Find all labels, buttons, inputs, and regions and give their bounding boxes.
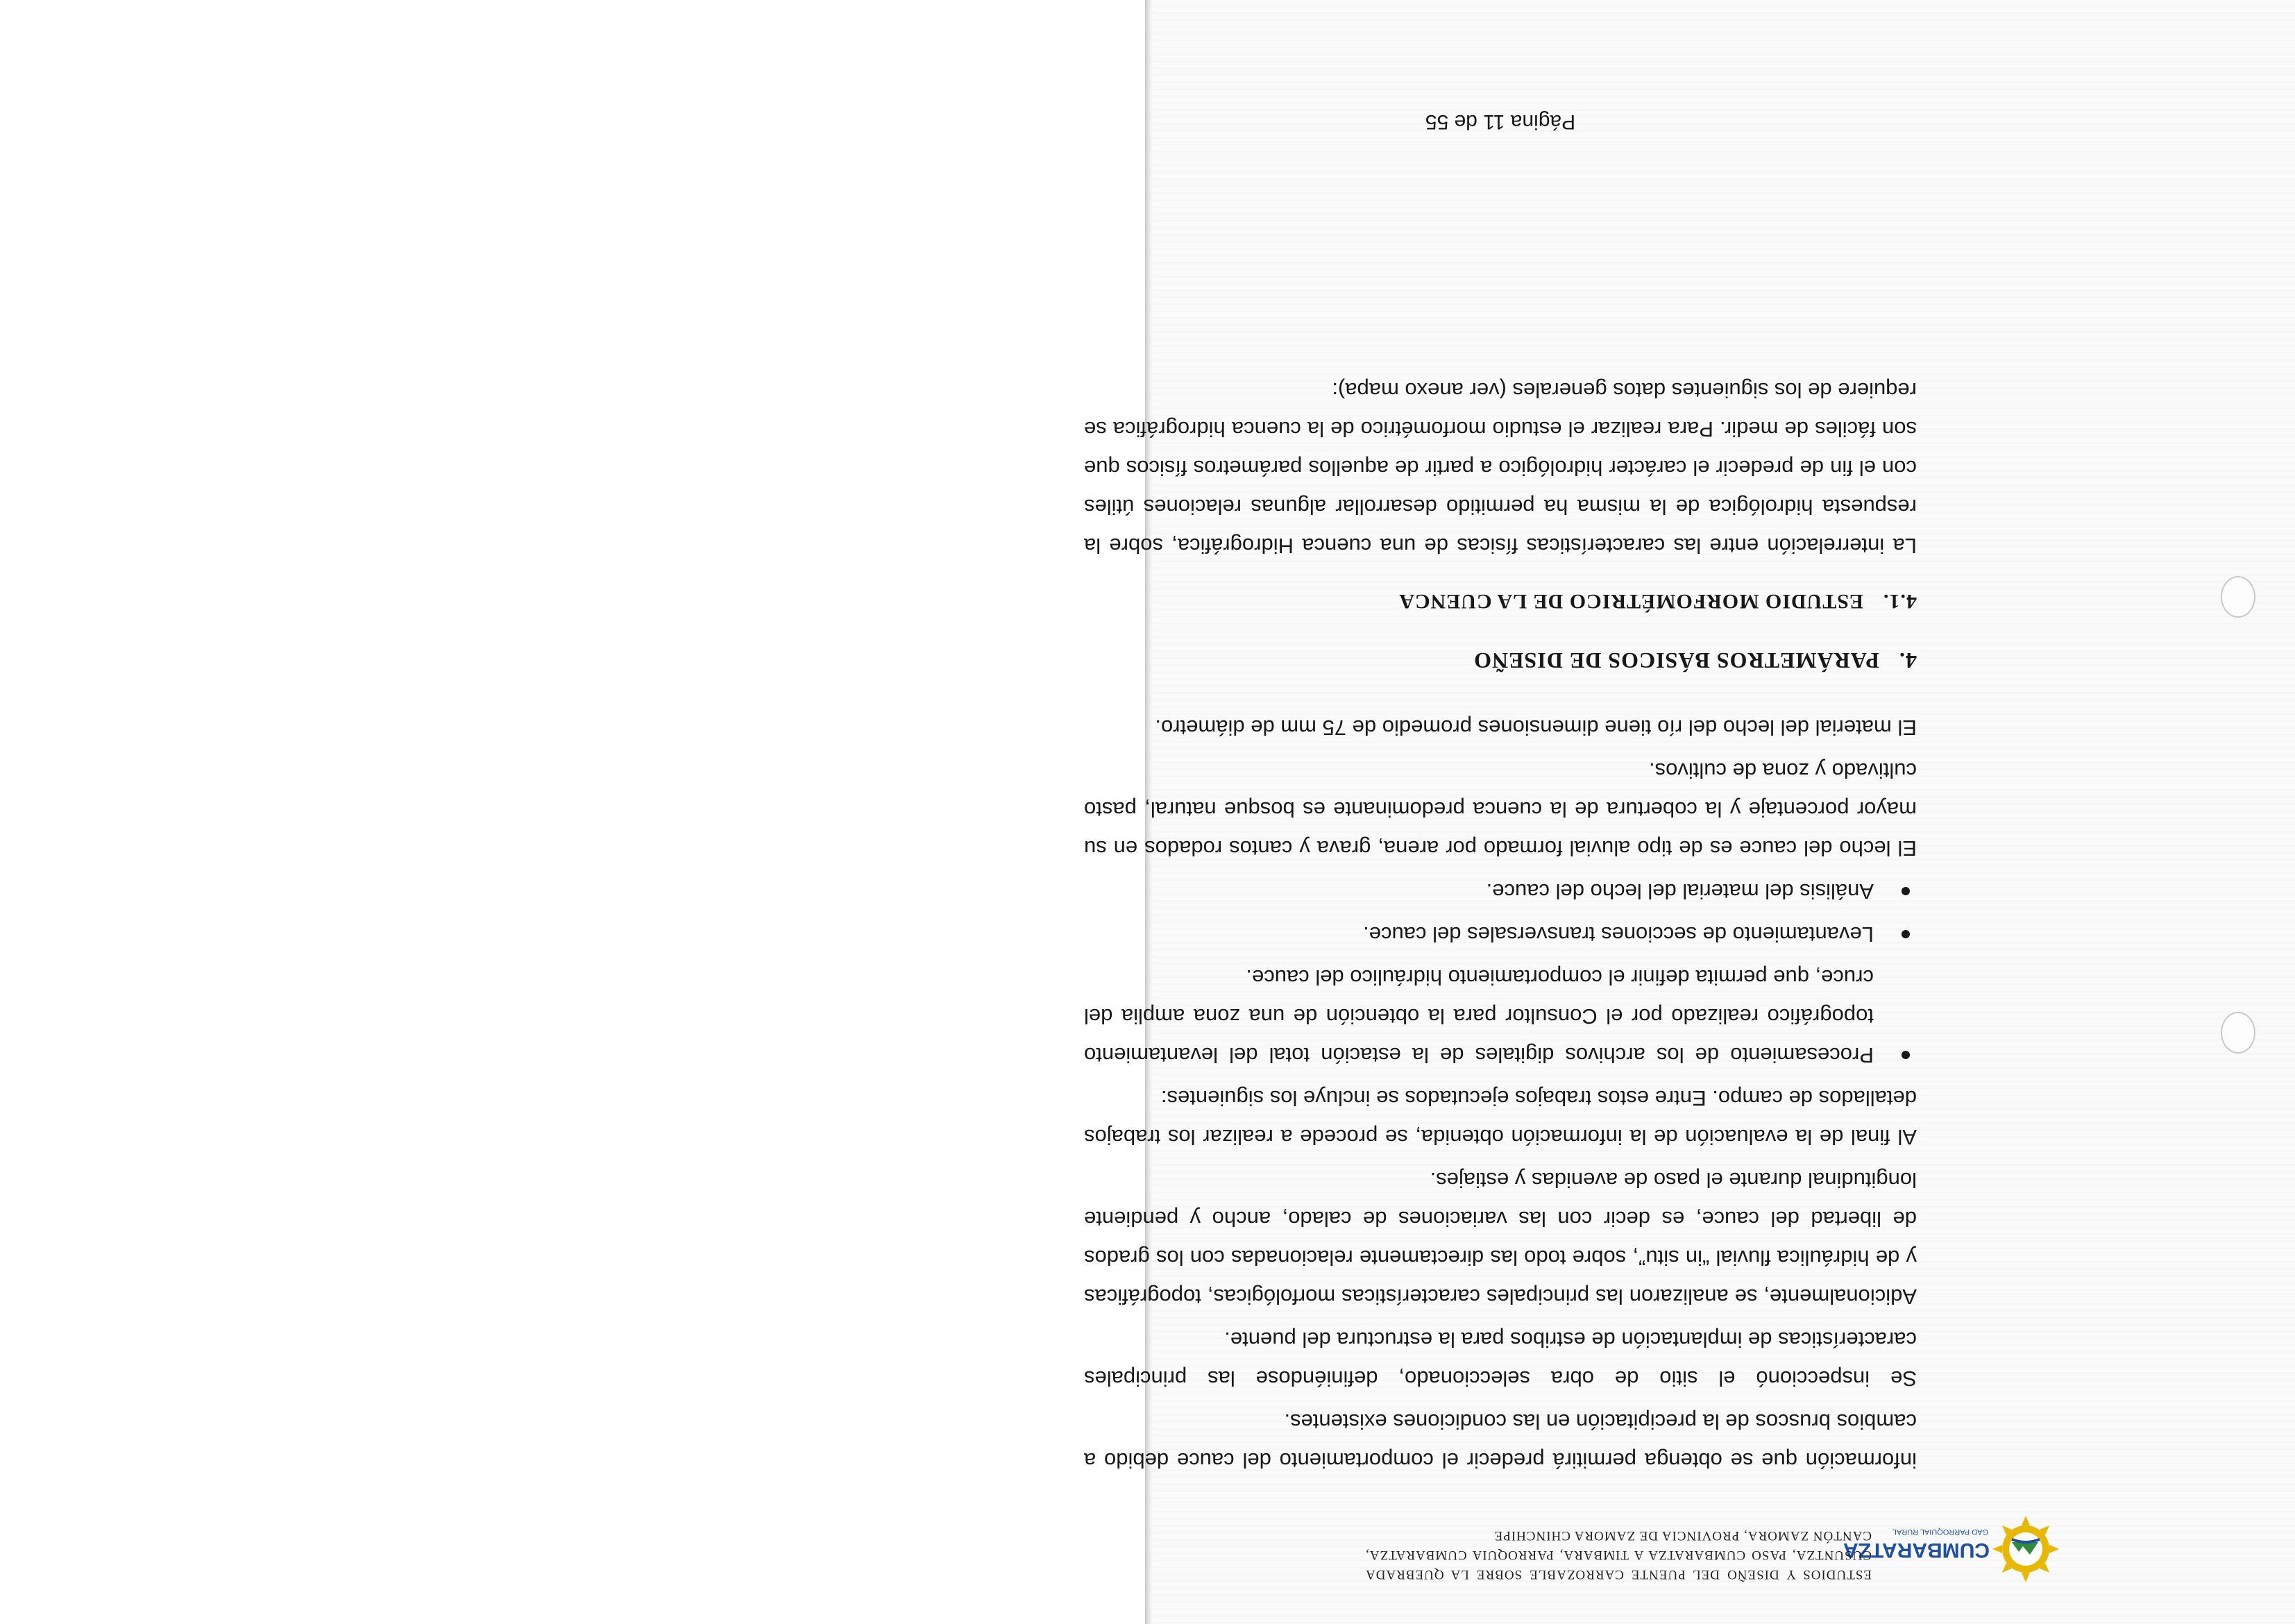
- sun-emblem-icon: [1843, 1506, 2059, 1589]
- subsection-number: 4.1.: [1883, 590, 1917, 613]
- bullet-icon: [1902, 1051, 1910, 1059]
- document-body: [1084, 366, 1917, 1480]
- list-item-text: Levantamiento de secciones transversales del cauce.: [1363, 922, 1874, 947]
- svg-text:GAD PARROQUIAL RURAL: GAD PARROQUIAL RURAL: [1892, 1528, 1988, 1536]
- body-paragraph: El lecho del cauce es de tipo aluvial formado por arena, grava y cantos rodados en su mayor porcentaje y la cobertura de la cuenca predominante es bosque natural, pasto cultivado y zona de cultivos.: [1084, 759, 1917, 861]
- subsection-title: ESTUDIO MORFOMÉTRICO DE LA CUENCA: [1398, 590, 1863, 613]
- list-item: [1084, 915, 1917, 954]
- section-heading: [1084, 641, 1917, 680]
- list-item: [1084, 958, 1917, 1074]
- bullet-icon: [1902, 887, 1910, 895]
- section-title: PARÁMETROS BÁSICOS DE DISEÑO: [1473, 648, 1879, 673]
- document-header-title: ESTUDIOS Y DISEÑO DEL PUENTE CARROZABLE SOBRE LA QUEBRADA CUSUNTZA, PASO CUMBARATZA A TIMBARA, PARROQUIA CUMBARATZA, CANTÓN ZAMORA, PROVINCIA DE ZAMORA CHINCHIPE: [1365, 1528, 1872, 1582]
- subsection-heading: [1084, 582, 1917, 620]
- document-header: [1365, 1506, 2059, 1589]
- body-paragraph: La interrelación entre las características físicas de una cuenca Hidrográfica, sobre la respuesta hidrológica de la misma ha permitido desarrollar algunas relaciones útiles con el fin de predecir el carácter hidrológico a partir de aquellos parámetros físicos que son fáciles de medir. Para realizar el estudio morfométrico de la cuenca hidrográfica se requiere de los siguientes datos generales (ver anexo mapa):: [1084, 378, 1917, 558]
- page-number-footer: Página 11 de 55: [1425, 110, 1576, 133]
- svg-text:CUMBARATZA: CUMBARATZA: [1843, 1539, 1990, 1562]
- body-paragraph: El material del lecho del río tiene dimensiones promedio de 75 mm de diámetro.: [1155, 716, 1917, 740]
- body-paragraph: Al final de la evaluación de la información obtenida, se procede a realizar los trabajos detallados de campo. Entre estos trabajos ejecutados se incluye los siguientes:: [1084, 1086, 1917, 1149]
- list-item-text: Análisis del material del lecho del cauce.: [1486, 879, 1874, 904]
- cumbaratza-logo: [1843, 1506, 2059, 1589]
- document-page: [1084, 0, 2295, 1624]
- list-item: [1084, 872, 1917, 911]
- body-paragraph: información que se obtenga permitirá predecir el comportamiento del cauce debido a cambios bruscos de la precipitación en las condiciones existentes.: [1084, 1410, 1917, 1473]
- body-paragraph: Adicionalmente, se analizaron las principales características morfológicas, topográficas y de hidráulica fluvial “in situ”, sobre todo las directamente relacionadas con los grados de libertad del cauce, es decir con las variaciones de calado, ancho y pendiente longitudinal durante el paso de avenidas y estiajes.: [1084, 1168, 1917, 1309]
- list-item-text: Procesamiento de los archivos digitales de la estación total del levantamiento topográfico realizado por el Consultor para la obtención de una zona amplia del cruce, que permita definir el comportamiento hidráulico del cauce.: [1084, 965, 1874, 1067]
- body-paragraph: Se inspeccionó el sitio de obra seleccionado, definiéndose las principales características de implantación de estribos para la estructura del puente.: [1084, 1328, 1917, 1391]
- bullet-icon: [1902, 930, 1910, 938]
- section-number: 4.: [1899, 648, 1917, 673]
